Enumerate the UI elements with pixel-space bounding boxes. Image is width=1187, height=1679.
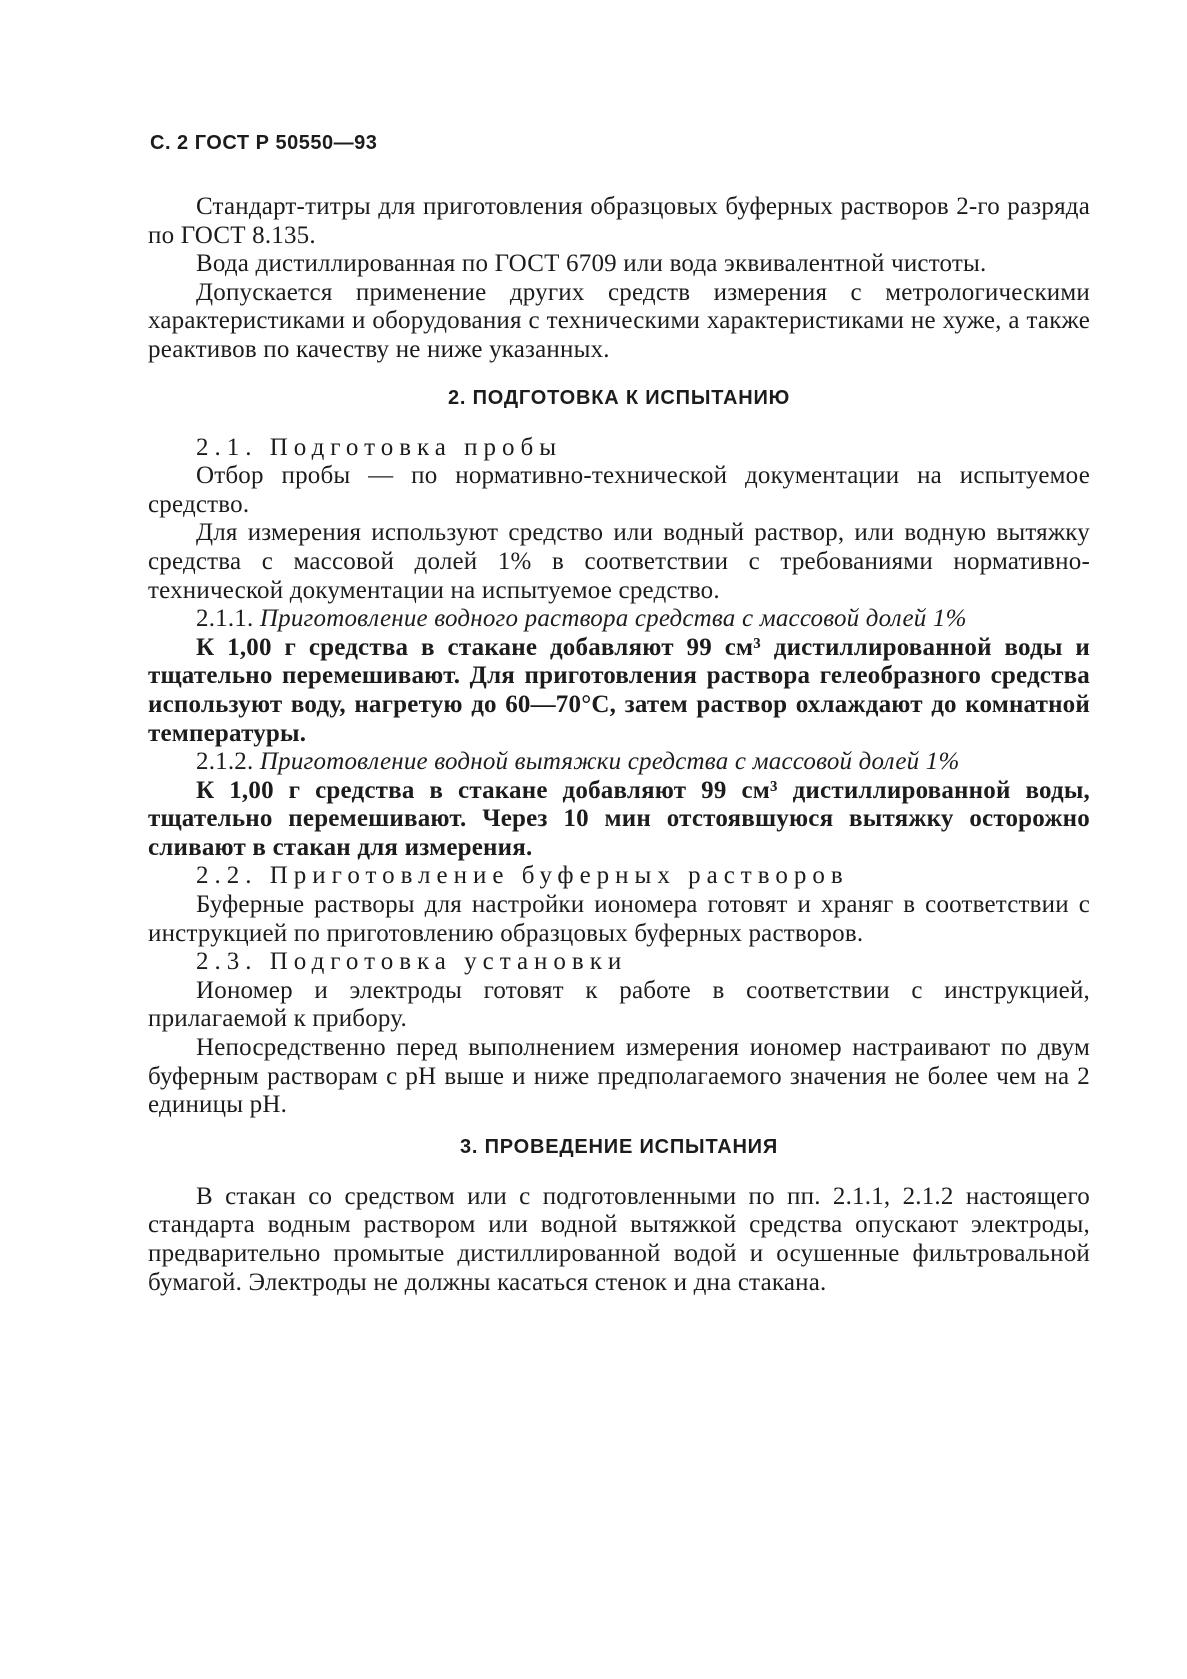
document-page xyxy=(148,132,1090,1297)
subsection-2-1-2-number: 2.1.2. xyxy=(196,748,254,776)
intro-paragraph-2: Вода дистиллированная по ГОСТ 6709 или вода эквивалентной чистоты. xyxy=(196,250,987,278)
subsection-2-1-1-number: 2.1.1. xyxy=(196,605,254,633)
intro-paragraph-3: Допускается применение других средств измерения с метрологическими характеристиками и оборудования с техническими характеристиками не хуже, а также реактивов по качеству не ниже указанных. xyxy=(148,278,1090,363)
subsection-2-1-2-text: К 1,00 г средства в стакане добавляют 99 см³ дистиллированной воды, тщательно перемешивают. Через 10 мин отстоявшуюся вытяжку осторожно сливают в стакан для измерения. xyxy=(148,776,1090,861)
subsection-2-2-text: Буферные растворы для настройки иономера готовят и храняг в соответствии с инструкцией по приготовлению образцовых буферных растворов. xyxy=(148,891,1090,947)
intro-paragraph-1: Стандарт-титры для приготовления образцовых буферных растворов 2-го разряда по ГОСТ 8.135. xyxy=(148,193,1090,249)
subsection-2-3-title: 2.3. Подготовка установки xyxy=(196,948,628,976)
section-3-title: 3. ПРОВЕДЕНИЕ ИСПЫТАНИЯ xyxy=(459,1135,779,1158)
subsection-2-3-paragraph-1: Иономер и электроды готовят к работе в соответствии с инструкцией, прилагаемой к прибору. xyxy=(148,976,1090,1033)
subsection-2-1-1-text: К 1,00 г средства в стакане добавляют 99 см³ дистиллированной воды и тщательно перемешивают. Для приготовления раствора гелеобразного средства используют воду, нагретую до 60—70°С, затем раствор охлаждают до комнатной температуры. xyxy=(148,633,1090,747)
subsection-2-1-paragraph-2: Для измерения используют средство или водный раствор, или водную вытяжку средства с массовой долей 1% в соответствии с требованиями нормативно-технической документации на испытуемое средство. xyxy=(148,519,1090,604)
subsection-2-1-2-heading xyxy=(148,748,1090,777)
section-3-paragraph-1: В стакан со средством или с подготовленными по пп. 2.1.1, 2.1.2 настоящего стандарта водным раствором или водной вытяжкой средства опускают электроды, предварительно промытые дистиллированной водой и осушенные фильтровальной бумагой. Электроды не должны касаться стенок и дна стакана. xyxy=(148,1182,1090,1296)
subsection-2-1-2-title: Приготовление водной вытяжки средства с массовой долей 1% xyxy=(259,748,960,776)
subsection-2-2-title: 2.2. Приготовление буферных растворов xyxy=(196,862,849,890)
subsection-2-1-paragraph-1: Отбор пробы — по нормативно-технической документации на испытуемое средство. xyxy=(148,462,1090,518)
section-2-title: 2. ПОДГОТОВКА К ИСПЫТАНИЮ xyxy=(447,386,791,409)
subsection-2-1-1-title: Приготовление водного раствора средства с массовой долей 1% xyxy=(259,605,967,633)
page-header: С. 2 ГОСТ Р 50550—93 xyxy=(150,132,378,154)
subsection-2-1-1-heading xyxy=(148,605,1090,634)
subsection-2-3-paragraph-2: Непосредственно перед выполнением измерения иономер настраивают по двум буферным растворам с pH выше и ниже предполагаемого значения не более чем на 2 единицы pH. xyxy=(148,1034,1090,1119)
subsection-2-1-title: 2.1. Подготовка пробы xyxy=(196,433,563,461)
